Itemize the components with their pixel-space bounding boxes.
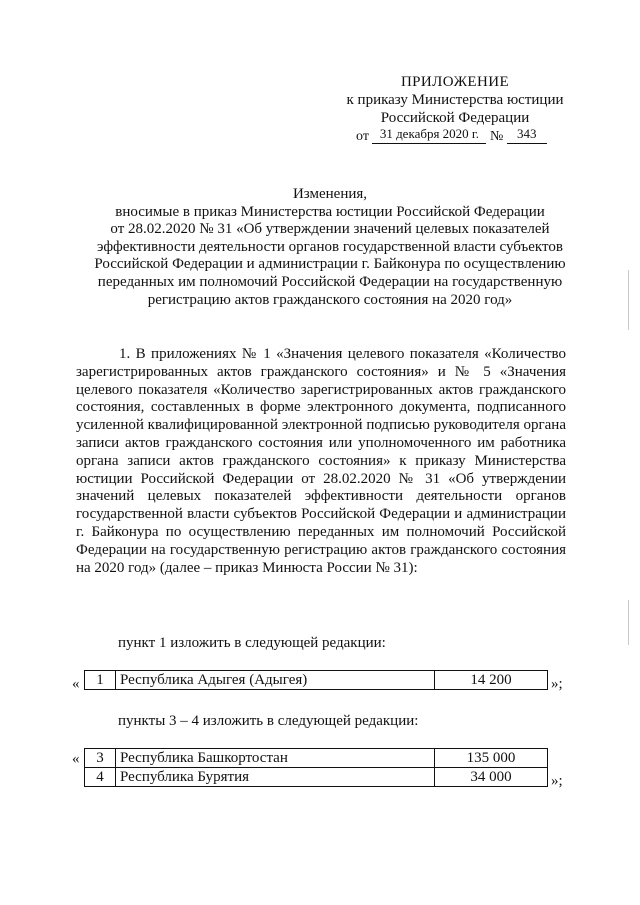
changes-title-line: Российской Федерации и администрации г. Байконура по осуществлению [94, 256, 566, 273]
scan-edge-artifact [628, 600, 629, 645]
quote-open-mark: « [72, 676, 80, 692]
changes-title [60, 186, 600, 309]
target-value: 135 000 [435, 749, 548, 768]
quote-close-mark: »; [551, 773, 563, 789]
row-number: 1 [85, 671, 116, 690]
changes-title-line: переданных им полномочий Российской Федерации на государственную [97, 273, 563, 290]
changes-title-line: регистрацию актов гражданского состояния на 2020 год» [147, 291, 513, 308]
table-points34 [84, 748, 548, 787]
changes-title-line: от 28.02.2020 № 31 «Об утверждении значений целевых показателей [110, 221, 550, 238]
table-point1 [84, 670, 548, 690]
appendix-line-order-ref: к приказу Министерства юстиции [346, 92, 564, 108]
table-row [85, 768, 548, 787]
target-value: 34 000 [435, 768, 548, 787]
region-name: Республика Башкортостан [116, 749, 435, 768]
order-number-label: № [489, 129, 504, 144]
appendix-line-federation: Российской Федерации [380, 110, 530, 126]
scan-edge-artifact [628, 270, 629, 330]
points34-instruction: пункты 3 – 4 изложить в следующей редакции: [118, 713, 419, 729]
table-row [85, 671, 548, 690]
changes-title-line: эффективности деятельности органов государственной власти субъектов [97, 238, 563, 255]
quote-close-mark: »; [551, 676, 563, 692]
target-value: 14 200 [435, 671, 548, 690]
row-number: 3 [85, 749, 116, 768]
row-number: 4 [85, 768, 116, 787]
region-name: Республика Адыгея (Адыгея) [116, 671, 435, 690]
appendix-title: ПРИЛОЖЕНИЕ [400, 74, 510, 90]
order-reference [356, 127, 547, 146]
region-name: Республика Бурятия [116, 768, 435, 787]
order-number: 343 [507, 125, 547, 144]
changes-title-line: Изменения, [292, 186, 368, 202]
order-prefix: от [356, 129, 369, 144]
quote-open-mark: « [72, 751, 80, 767]
table-row [85, 749, 548, 768]
point1-instruction: пункт 1 изложить в следующей редакции: [118, 635, 386, 651]
appendix-header [335, 73, 575, 127]
order-date: 31 декабря 2020 г. [372, 125, 486, 144]
body-paragraph-1: 1. В приложениях № 1 «Значения целевого показателя «Количество зарегистрированных актов гражданского состояния» и № 5 «Значения целевого показателя «Количество зарегистрированных актов гражданского состояния, составленных в форме электронного документа, подписанного усиленной квалифицированной электронной подписью руководителя органа записи актов гражданского состояния или уполномоченного им работника органа записи актов гражданского состояния» к приказу Министерства юстиции Российской Федерации от 28.02.2020 № 31 «Об утверждении значений целевых показателей эффективности деятельности органов государственной власти субъектов Российской Федерации и администрации г. Байконура по осуществлению переданных им полномочий Российской Федерации на государственную регистрацию актов гражданского состояния на 2020 год» (далее – приказ Минюста России № 31): [76, 346, 566, 576]
changes-title-line: вносимые в приказ Министерства юстиции Российской Федерации [115, 203, 545, 220]
